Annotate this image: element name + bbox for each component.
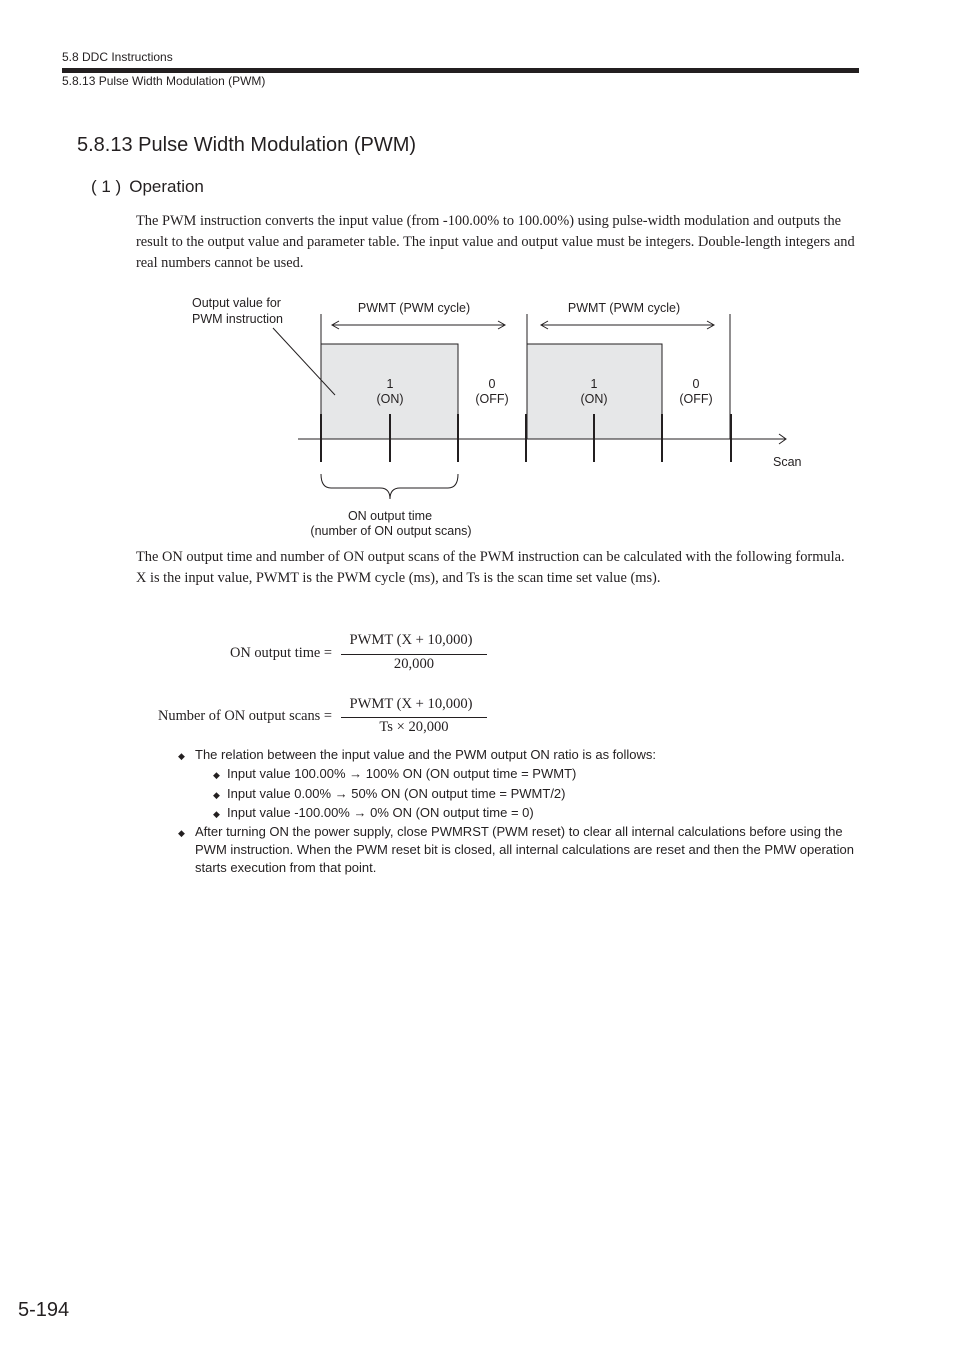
formula2-denominator: Ts × 20,000 [379, 719, 449, 735]
bullet-icon: ◆ [213, 790, 220, 800]
formula-intro-line1: The ON output time and number of ON output scans of the PWM instruction can be calculated with the following formula. [136, 549, 845, 565]
section-title: 5.8.13 Pulse Width Modulation (PWM) [77, 134, 417, 156]
bullet-icon: ◆ [178, 828, 185, 838]
state-label-3: (ON) [580, 392, 608, 406]
state-label-4: (OFF) [679, 392, 713, 406]
state-value-1: 1 [386, 377, 394, 391]
brace-label-line1: ON output time [347, 509, 433, 523]
notes-list [176, 746, 866, 886]
formula2-fraction-bar [341, 717, 487, 718]
formula-intro-line2: X is the input value, PWMT is the PWM cycle (ms), and Ts is the scan time set value (ms). [136, 570, 661, 586]
output-label-line1: Output value for [192, 296, 281, 310]
formula1-fraction-bar [341, 654, 487, 655]
subsection-number: ( 1 ) [91, 177, 122, 196]
page-number: 5-194 [18, 1299, 70, 1321]
bullet-icon: ◆ [178, 751, 185, 761]
state-value-3: 1 [590, 377, 598, 391]
pwmt-label-1: PWMT (PWM cycle) [357, 301, 471, 315]
axis-label: Scan [773, 455, 802, 469]
bullet-icon: ◆ [213, 809, 220, 819]
formula2-lhs: Number of ON output scans = [158, 708, 332, 724]
formula1-denominator: 20,000 [393, 656, 435, 672]
state-label-2: (OFF) [475, 392, 509, 406]
pwmt-arrow-1 [332, 321, 505, 329]
list-item: Input value 0.00% → 50% ON (ON output time = PWMT/2) [227, 786, 566, 801]
subsection-text: Operation [129, 177, 204, 196]
state-label-1: (ON) [376, 392, 404, 406]
formula2-numerator: PWMT (X + 10,000) [349, 696, 473, 712]
pwm-timing-diagram [0, 0, 954, 560]
state-value-2: 0 [488, 377, 496, 391]
list-item: The relation between the input value and the PWM output ON ratio is as follows: [195, 747, 657, 762]
output-label-line2: PWM instruction [192, 312, 283, 326]
list-item: After turning ON the power supply, close PWMRST (PWM reset) to clear all internal calculations before using the PWM instruction. When the PWM reset bit is closed, all internal calculations are reset and then the PMW operation starts execution from that point. [195, 824, 854, 875]
list-item: Input value 100.00% → 100% ON (ON output time = PWMT) [227, 766, 577, 781]
intro-paragraph: The PWM instruction converts the input value (from -100.00% to 100.00%) using pulse-width modulation and outputs the result to the output value and parameter table. The input value and output value must be integers. Double-length integers and real numbers cannot be used. [136, 213, 855, 271]
formula-intro [136, 547, 858, 589]
state-value-4: 0 [692, 377, 700, 391]
formula1-lhs: ON output time = [229, 645, 332, 661]
running-header-subsection: 5.8.13 Pulse Width Modulation (PWM) [62, 74, 266, 88]
bullet-icon: ◆ [213, 770, 220, 780]
on-time-brace [321, 474, 458, 499]
formula1-numerator: PWMT (X + 10,000) [349, 632, 473, 648]
running-header-section: 5.8 DDC Instructions [62, 50, 173, 64]
pwmt-arrow-2 [541, 321, 714, 329]
list-item: Input value -100.00% → 0% ON (ON output time = 0) [227, 805, 534, 820]
pwmt-label-2: PWMT (PWM cycle) [567, 301, 681, 315]
brace-label-line2: (number of ON output scans) [310, 524, 472, 538]
